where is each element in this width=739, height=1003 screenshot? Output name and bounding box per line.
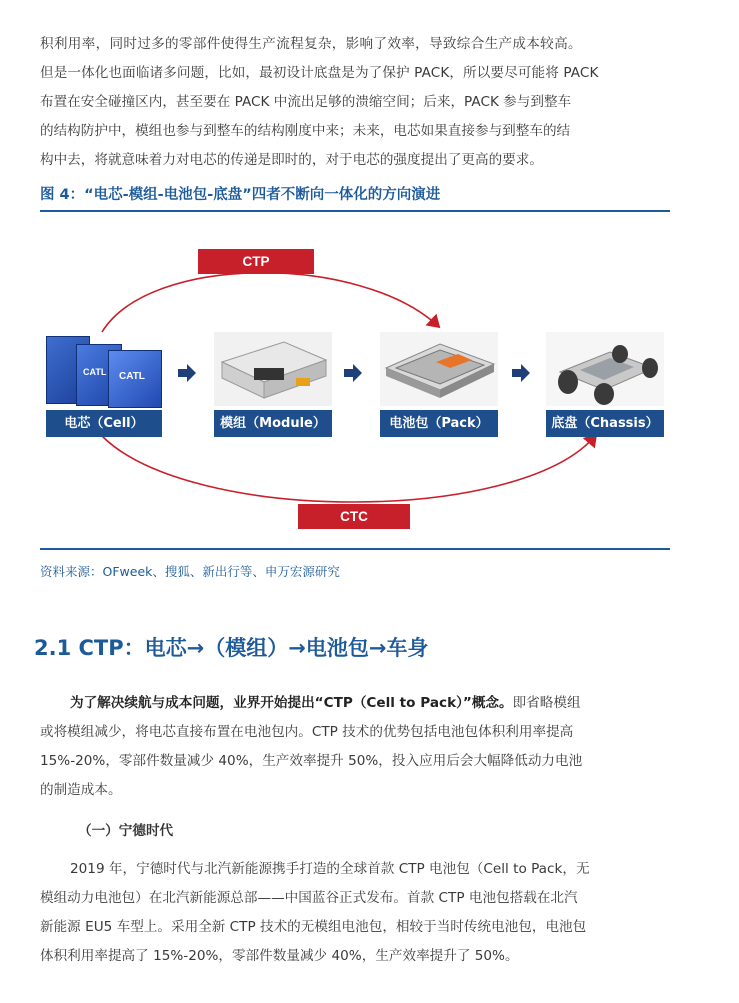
- stage-label-pack: 电池包（Pack）: [380, 410, 498, 437]
- figure-diagram: [40, 214, 670, 544]
- text-line: 但是一体化也面临诸多问题，比如，最初设计底盘是为了保护 PACK，所以要尽可能将 PACK: [40, 65, 599, 81]
- text-line: 模组动力电池包）在北汽新能源总部——中国蓝谷正式发布。首款 CTP 电池包搭载在北汽: [40, 890, 578, 906]
- ctp-paragraph: [40, 689, 700, 805]
- text-line: 新能源 EU5 车型上。采用全新 CTP 技术的无模组电池包，相较于当时传统电池包，电池包: [40, 919, 587, 935]
- text-line: 的制造成本。: [40, 782, 122, 798]
- figure-title: 图 4：“电芯-模组-电池包-底盘”四者不断向一体化的方向演进: [40, 187, 441, 203]
- ctp-tag: CTP: [198, 249, 314, 274]
- text-line: 或将模组减少，将电芯直接布置在电池包内。CTP 技术的优势包括电池包体积利用率提高: [40, 724, 574, 740]
- text-line: 体积利用率提高了 15%-20%，零部件数量减少 40%，生产效率提升了 50%。: [40, 948, 519, 964]
- catl-logo-text: CATL: [83, 367, 107, 377]
- pack-image: [380, 332, 498, 406]
- stage-label-cell: 电芯（Cell）: [46, 410, 162, 437]
- text-line: 积利用率，同时过多的零部件使得生产流程复杂，影响了效率，导致综合生产成本较高。: [40, 36, 582, 52]
- catl-logo-text: CATL: [119, 371, 145, 382]
- text-line: 布置在安全碰撞区内，甚至要在 PACK 中流出足够的溃缩空间；后来，PACK 参与到整车: [40, 94, 572, 110]
- text-line: 构中去，将就意味着力对电芯的传递是即时的，对于电芯的强度提出了更高的要求。: [40, 152, 543, 168]
- cell-image: [46, 332, 164, 406]
- text-span: 即省略模组: [512, 695, 581, 711]
- stage-label-module: 模组（Module）: [214, 410, 332, 437]
- section-heading: 2.1 CTP：电芯→（模组）→电池包→车身: [34, 636, 429, 660]
- ctp-arc: [102, 273, 438, 332]
- catl-paragraph: [40, 855, 700, 971]
- chassis-image: [546, 332, 664, 406]
- stage-label-chassis: 底盘（Chassis）: [546, 410, 664, 437]
- ctc-tag: CTC: [298, 504, 410, 529]
- subsection-heading: （一）宁德时代: [78, 823, 174, 839]
- figure-source: 资料来源：OFweek、搜狐、新出行等、申万宏源研究: [40, 564, 340, 579]
- intro-paragraph: [40, 30, 700, 175]
- text-line: 2019 年，宁德时代与北汽新能源携手打造的全球首款 CTP 电池包（Cell to Pack，无: [70, 861, 590, 877]
- figure-top-rule: [40, 210, 670, 212]
- text-line: 的结构防护中，模组也参与到整车的结构刚度中来；未来，电芯如果直接参与到整车的结: [40, 123, 571, 139]
- ctp-lead-sentence: 为了解决续航与成本问题，业界开始提出“CTP（Cell to Pack）”概念。: [70, 695, 513, 711]
- ctc-arc: [102, 436, 595, 502]
- module-image: [214, 332, 332, 406]
- figure-bottom-rule: [40, 548, 670, 550]
- text-line: 15%-20%，零部件数量减少 40%，生产效率提升 50%，投入应用后会大幅降低动力电池: [40, 753, 583, 769]
